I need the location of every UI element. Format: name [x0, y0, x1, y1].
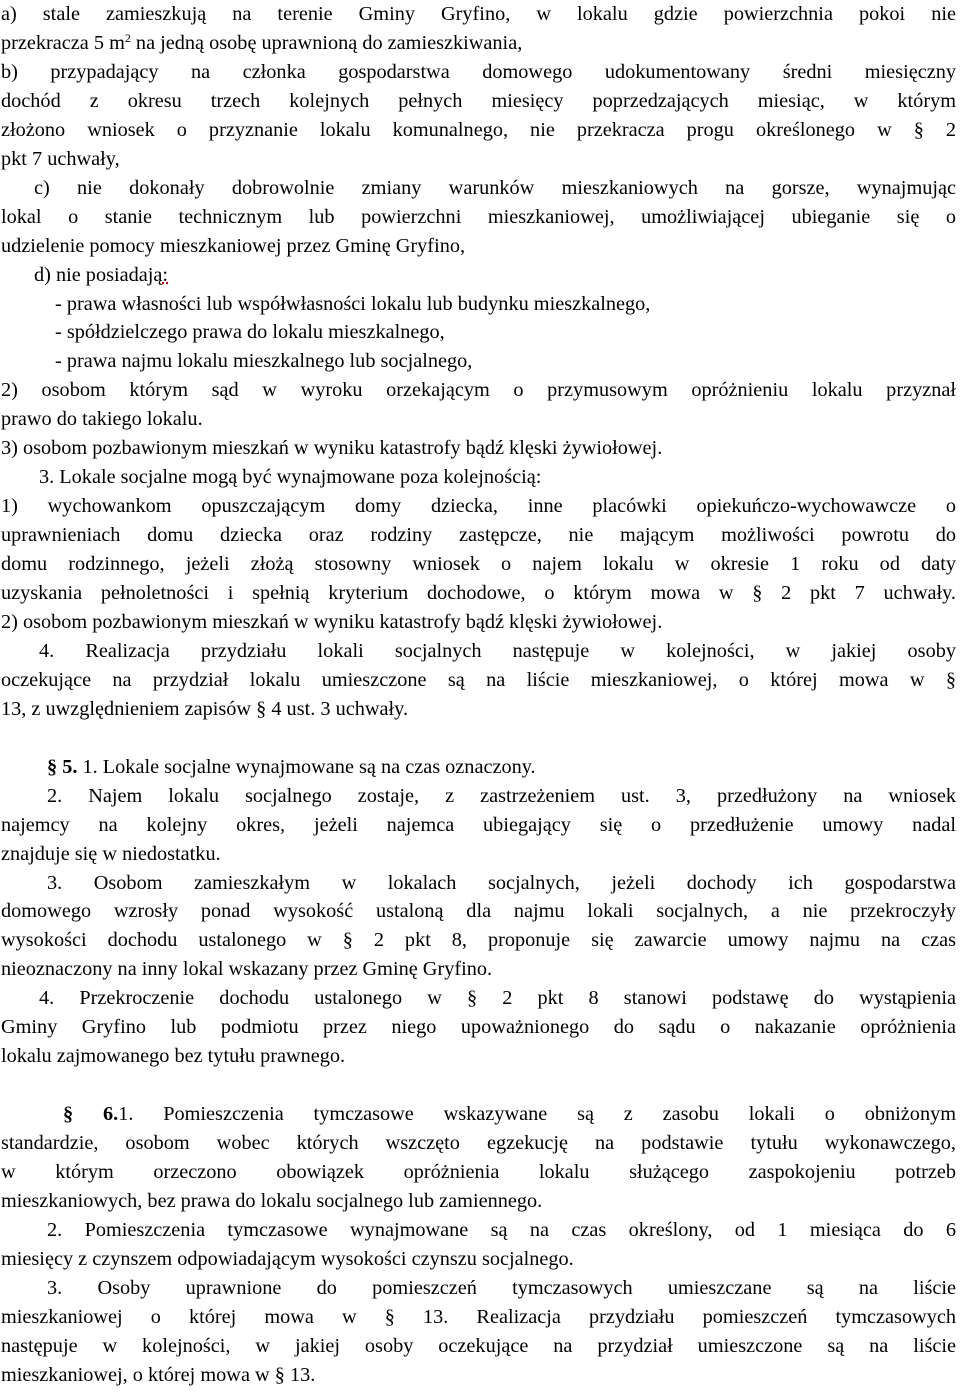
text-line	[47, 782, 956, 810]
line-text: 3. Lokale socjalne mogą być wynajmowane poza kolejnością:	[39, 466, 542, 489]
line-text: a) stale zamieszkują na terenie Gminy Gryfino, w lokalu gdzie powierzchnia pokoi nie	[1, 3, 956, 25]
line-text: 2. Pomieszczenia tymczasowe wynajmowane są na czas określony, od 1 miesiąca do 6	[47, 1218, 956, 1241]
text-line	[47, 869, 956, 897]
line-text: 3. Osobom zamieszkałym w lokalach socjalnych, jeżeli dochody ich gospodarstwa	[47, 871, 956, 894]
line-text: miesięcy z czynszem odpowiadającym wysokości czynszu socjalnego.	[1, 1247, 574, 1270]
text-line	[1, 1332, 956, 1360]
text-line	[1, 1245, 956, 1273]
line-text: nieoznaczony na inny lokal wskazany przez Gminę Gryfino.	[1, 958, 493, 981]
section-number: § 6.	[63, 1103, 119, 1126]
line-text: udzielenie pomocy mieszkaniowej przez Gminę Gryfino,	[1, 234, 466, 257]
line-text: uprawnieniach domu dziecka oraz rodziny zastępcze, nie mającym możliwości powrotu do	[1, 524, 956, 547]
line-text: lokalu zajmowanego bez tytułu prawnego.	[1, 1045, 346, 1068]
line-text: prawo do takiego lokalu.	[1, 408, 203, 431]
line-text: - spółdzielczego prawa do lokalu mieszkalnego,	[55, 321, 445, 344]
text-line	[1, 434, 956, 462]
superscript: 2	[124, 30, 131, 45]
line-text: 1) wychowankom opuszczającym domy dziecka, inne placówki opiekuńczo-wychowawcze o	[1, 495, 956, 518]
line-text: pkt 7 uchwały,	[1, 147, 120, 170]
text-line	[55, 318, 956, 346]
text-line	[1, 405, 956, 433]
line-text: standardzie, osobom wobec których wszczęto egzekucję na podstawie tytułu wykonawczego,	[1, 1132, 956, 1155]
text-line	[1, 116, 956, 144]
text-line	[39, 463, 956, 491]
text-line	[1, 145, 956, 173]
text-line	[1, 811, 956, 839]
text-line	[1, 695, 956, 723]
line-text: w którym orzeczono obowiązek opróżnienia lokalu służącego zaspokojeniu potrzeb	[1, 1161, 956, 1183]
text-line	[1, 29, 956, 57]
line-text: wysokości dochodu ustalonego w § 2 pkt 8, proponuje się zawarcie umowy najmu na czas	[1, 929, 956, 952]
text-line	[1, 1042, 956, 1070]
line-text: następuje w kolejności, w jakiej osoby oczekujące na przydział umieszczone są na liście	[1, 1334, 956, 1357]
text-line	[1, 926, 956, 954]
spellcheck-underline: :	[162, 263, 169, 286]
line-text: najemcy na kolejny okres, jeżeli najemca ubiegający się o przedłużenie umowy nadal	[1, 813, 956, 836]
line-text: znajduje się w niedostatku.	[1, 842, 221, 865]
text-line	[1, 521, 956, 549]
text-line	[1, 897, 956, 925]
line-text: 2) osobom którym sąd w wyroku orzekającym o przymusowym opróżnieniu lokalu przyznał	[1, 379, 956, 402]
line-text: mieszkaniowych, bez prawa do lokalu socjalnego lub zamiennego.	[1, 1189, 543, 1212]
text-line	[1, 840, 956, 868]
line-text: 1. Pomieszczenia tymczasowe wskazywane są z zasobu lokali o obniżonym	[118, 1103, 956, 1126]
line-text: 1. Lokale socjalne wynajmowane są na czas oznaczony.	[77, 755, 536, 778]
line-text: - prawa najmu lokalu mieszkalnego lub socjalnego,	[55, 350, 473, 373]
line-text: 4. Realizacja przydziału lokali socjalnych następuje w kolejności, w jakiej osoby	[39, 639, 956, 662]
line-text: - prawa własności lub współwłasności lokalu lub budynku mieszkalnego,	[55, 292, 651, 315]
line-text: dochód z okresu trzech kolejnych pełnych miesięcy poprzedzających miesiąc, w którym	[1, 89, 956, 112]
section-number: § 5.	[47, 755, 78, 778]
line-text: 13, z uwzględnieniem zapisów § 4 ust. 3 uchwały.	[1, 697, 409, 720]
text-line	[63, 1100, 956, 1128]
line-text: Gminy Gryfino lub podmiotu przez niego upoważnionego do sądu o nakazanie opróżnienia	[1, 1016, 956, 1039]
text-line	[1, 87, 956, 115]
line-text-continued: na jedną osobę uprawnioną do zamieszkiwania,	[130, 31, 523, 54]
text-line	[1, 1303, 956, 1331]
text-line	[1, 608, 956, 636]
line-text: uzyskania pełnoletności i spełnią kryterium dochodowe, o którym mowa w § 2 pkt 7 uchwały.	[1, 582, 956, 604]
line-text: 2. Najem lokalu socjalnego zostaje, z zastrzeżeniem ust. 3, przedłużony na wniosek	[47, 784, 956, 807]
line-text: 4. Przekroczenie dochodu ustalonego w § 2 pkt 8 stanowi podstawę do wystąpienia	[39, 987, 956, 1010]
text-line	[1, 1158, 956, 1186]
text-line	[1, 666, 956, 694]
line-text: 3) osobom pozbawionym mieszkań w wyniku katastrofy bądź klęski żywiołowej.	[1, 437, 663, 460]
line-text: domowego wzrosły ponad wysokość ustaloną dla najmu lokali socjalnych, a nie przekroczyły	[1, 900, 956, 923]
line-text: przekracza 5 m	[1, 31, 125, 54]
text-line	[47, 1274, 956, 1302]
text-line	[1, 58, 956, 86]
text-line	[1, 203, 956, 231]
line-text: c) nie dokonały dobrowolnie zmiany warunków mieszkaniowych na gorsze, wynajmując	[34, 176, 956, 199]
text-line	[1, 1187, 956, 1215]
line-text: 2) osobom pozbawionym mieszkań w wyniku katastrofy bądź klęski żywiołowej.	[1, 610, 663, 633]
text-line	[55, 290, 956, 318]
text-line	[1, 1129, 956, 1157]
line-text: b) przypadający na członka gospodarstwa domowego udokumentowany średni miesięczny	[1, 60, 956, 83]
text-line	[34, 174, 956, 202]
text-line	[1, 376, 956, 404]
text-line	[47, 753, 956, 781]
text-line	[1, 1361, 956, 1389]
line-text: 3. Osoby uprawnione do pomieszczeń tymczasowych umieszczane są na liście	[47, 1276, 956, 1299]
text-line	[1, 579, 956, 607]
text-line	[34, 261, 956, 289]
line-text: lokal o stanie technicznym lub powierzchni mieszkaniowej, umożliwiającej ubieganie się o	[1, 205, 956, 228]
line-text: d) nie posiadają	[34, 263, 163, 286]
line-text: mieszkaniowej o której mowa w § 13. Realizacja przydziału pomieszczeń tymczasowych	[1, 1305, 956, 1328]
text-line	[1, 0, 956, 28]
text-line	[1, 1013, 956, 1041]
line-text: złożono wniosek o przyznanie lokalu komunalnego, nie przekracza progu określonego w § 2	[1, 118, 956, 141]
text-line	[1, 492, 956, 520]
text-line	[1, 232, 956, 260]
text-line	[1, 955, 956, 983]
text-line	[55, 347, 956, 375]
text-line	[39, 984, 956, 1012]
text-line	[47, 1216, 956, 1244]
text-line	[1, 550, 956, 578]
line-text: mieszkaniowej, o której mowa w § 13.	[1, 1363, 316, 1386]
line-text: domu rodzinnego, jeżeli złożą stosowny wniosek o najem lokalu w okresie 1 roku od daty	[1, 553, 956, 576]
text-line	[39, 637, 956, 665]
line-text: oczekujące na przydział lokalu umieszczone są na liście mieszkaniowej, o której mowa w §	[1, 668, 956, 691]
